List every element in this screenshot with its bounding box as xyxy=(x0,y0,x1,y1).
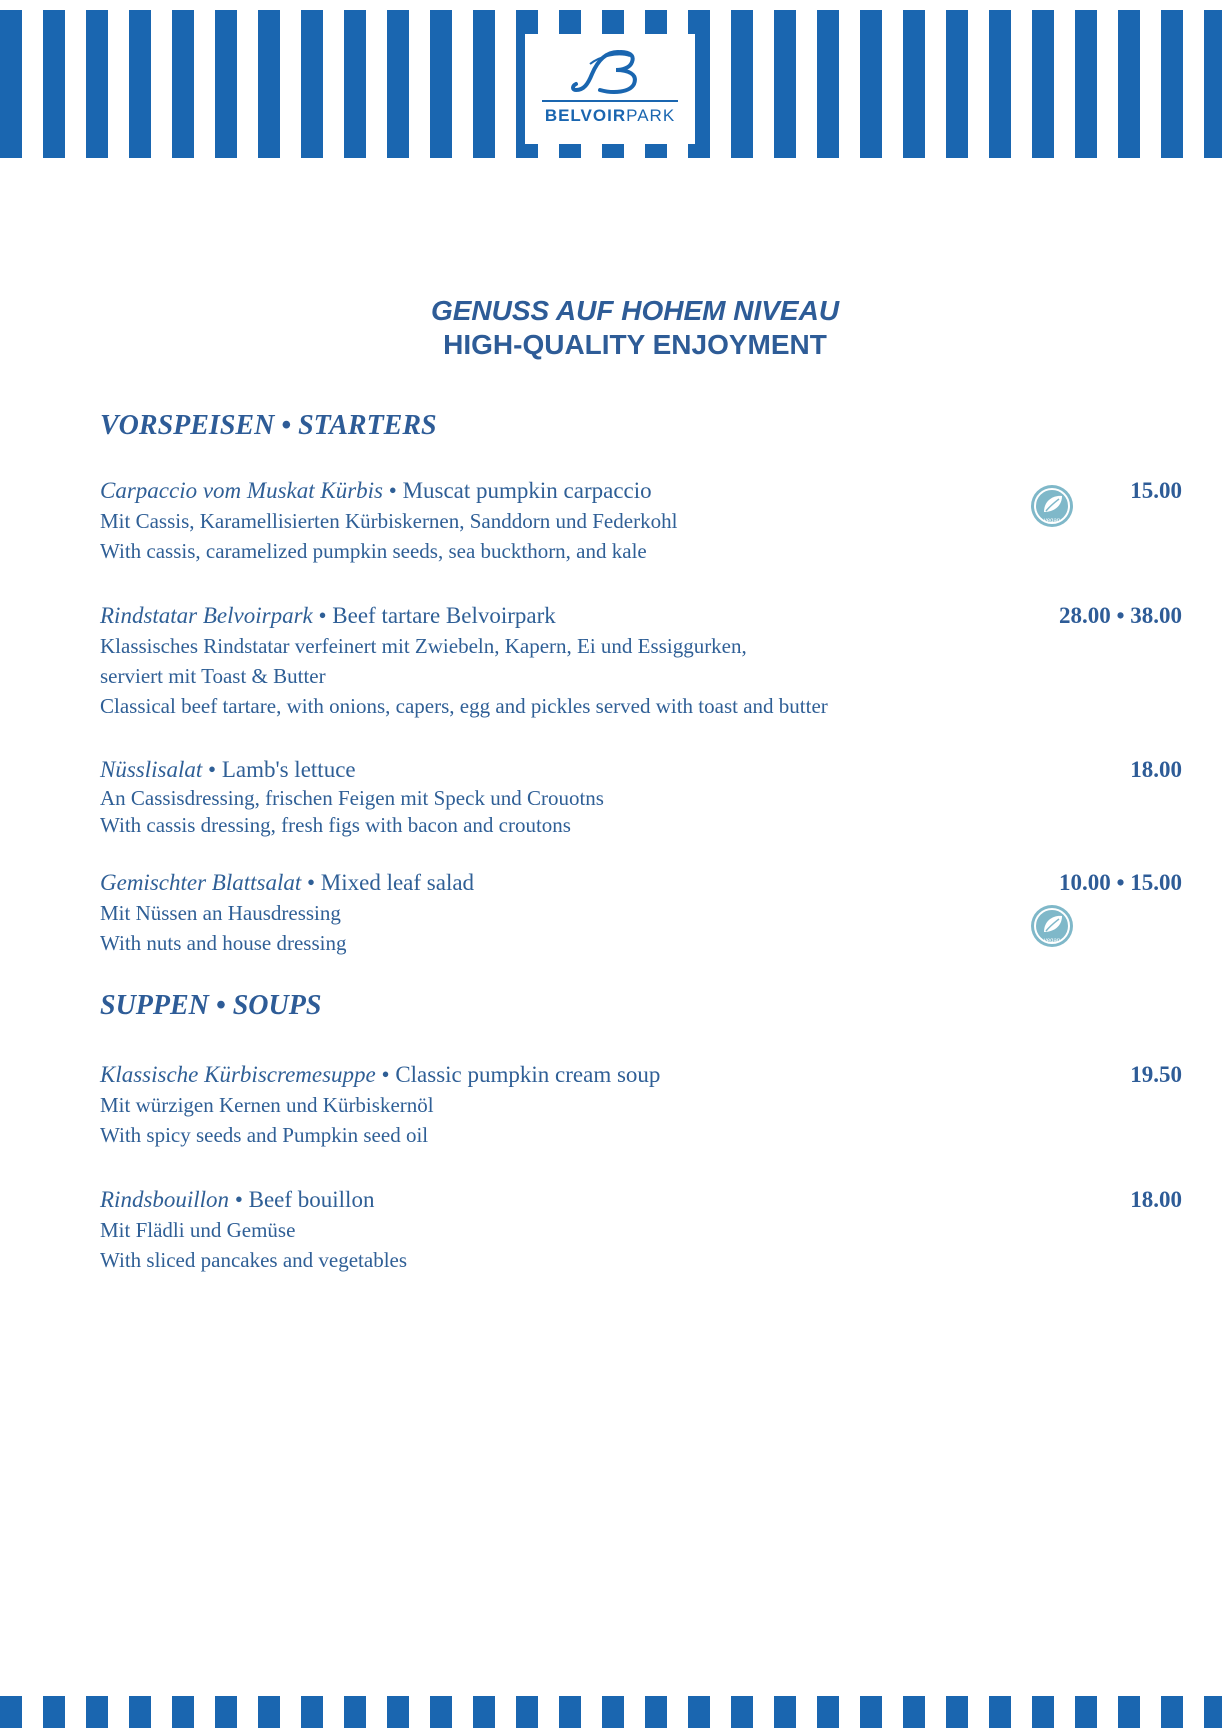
dish-name-en: • Muscat pumpkin carpaccio xyxy=(383,478,652,503)
dish-name-de: Carpaccio vom Muskat Kürbis xyxy=(100,478,384,503)
dish-price: 18.00 xyxy=(1130,757,1182,782)
logo-divider xyxy=(542,100,678,102)
vegan-label: vegan xyxy=(1043,518,1061,524)
dish-description-de: Mit würzigen Kernen und Kürbiskernöl xyxy=(100,1093,434,1117)
dish-name-de: Gemischter Blattsalat xyxy=(100,870,302,895)
dish-name xyxy=(100,476,1182,506)
dish-price: 28.00 • 38.00 xyxy=(1058,603,1182,628)
dish-name xyxy=(100,1060,1182,1090)
dish-price: 18.00 xyxy=(1130,1187,1182,1212)
dish-description-de: Mit Nüssen an Hausdressing xyxy=(100,901,341,925)
dish-name-en: • Lamb's lettuce xyxy=(202,757,356,782)
vegan-leaf-icon xyxy=(1028,482,1076,530)
dish-description-en: With cassis dressing, fresh figs with bacon and croutons xyxy=(100,813,571,837)
vegan-label: vegan xyxy=(1043,938,1061,944)
dish-name xyxy=(100,868,1182,898)
menu-item xyxy=(100,755,1182,839)
dish-name xyxy=(100,1185,1182,1215)
dish-description-en: Classical beef tartare, with onions, capers, egg and pickles served with toast and butter xyxy=(100,694,828,718)
vegan-leaf-icon xyxy=(1028,902,1076,950)
dish-name-en: • Classic pumpkin cream soup xyxy=(375,1062,661,1087)
heading-title: GENUSS AUF HOHEM NIVEAU xyxy=(430,295,840,326)
dish-name-de: Rindsbouillon xyxy=(100,1187,230,1212)
dish-name-de: Rindstatar Belvoirpark xyxy=(100,603,313,628)
dish-name-de: Nüsslisalat xyxy=(100,757,203,782)
dish-name-en: • Beef bouillon xyxy=(229,1187,375,1212)
menu-item xyxy=(100,868,1182,958)
logo-wordmark xyxy=(527,106,693,126)
dish-description-de: Mit Flädli und Gemüse xyxy=(100,1218,296,1242)
dish-price: 10.00 • 15.00 xyxy=(1058,870,1182,895)
dish-description-de: An Cassisdressing, frischen Feigen mit Speck und Crouotns xyxy=(100,786,604,810)
menu-item xyxy=(100,1060,1182,1150)
section-title-starters: VORSPEISEN • STARTERS xyxy=(100,410,437,441)
dish-name xyxy=(100,601,1182,631)
dish-price: 15.00 xyxy=(1130,478,1182,503)
dish-name-de: Klassische Kürbiscremesuppe xyxy=(100,1062,376,1087)
menu-item xyxy=(100,601,1182,721)
heading-subtitle: HIGH-QUALITY ENJOYMENT xyxy=(443,329,827,360)
dish-description-de: Klassisches Rindstatar verfeinert mit Zwiebeln, Kapern, Ei und Essiggurken, xyxy=(100,634,747,658)
dish-description-de: Mit Cassis, Karamellisierten Kürbiskernen, Sanddorn und Federkohl xyxy=(100,509,678,533)
logo-word-park: PARK xyxy=(626,106,676,125)
dish-name-en: • Beef tartare Belvoirpark xyxy=(312,603,556,628)
dish-description-en: With cassis, caramelized pumpkin seeds, sea buckthorn, and kale xyxy=(100,539,647,563)
menu-heading xyxy=(0,294,1222,362)
section-title-soups: SUPPEN • SOUPS xyxy=(100,990,322,1021)
logo-word-belvoir: BELVOIR xyxy=(544,106,627,125)
menu-item xyxy=(100,476,1182,566)
dish-description-en: With spicy seeds and Pumpkin seed oil xyxy=(100,1123,429,1147)
menu-item xyxy=(100,1185,1182,1275)
belvoirpark-logo xyxy=(527,36,693,142)
b-monogram-icon xyxy=(570,46,650,98)
dish-name xyxy=(100,755,1182,785)
dish-price: 19.50 xyxy=(1130,1062,1182,1087)
dish-name-en: • Mixed leaf salad xyxy=(301,870,475,895)
bottom-stripe-band xyxy=(0,1696,1222,1728)
dish-description-en: With nuts and house dressing xyxy=(100,931,347,955)
dish-description-de: serviert mit Toast & Butter xyxy=(100,664,326,688)
dish-description-en: With sliced pancakes and vegetables xyxy=(100,1248,408,1272)
